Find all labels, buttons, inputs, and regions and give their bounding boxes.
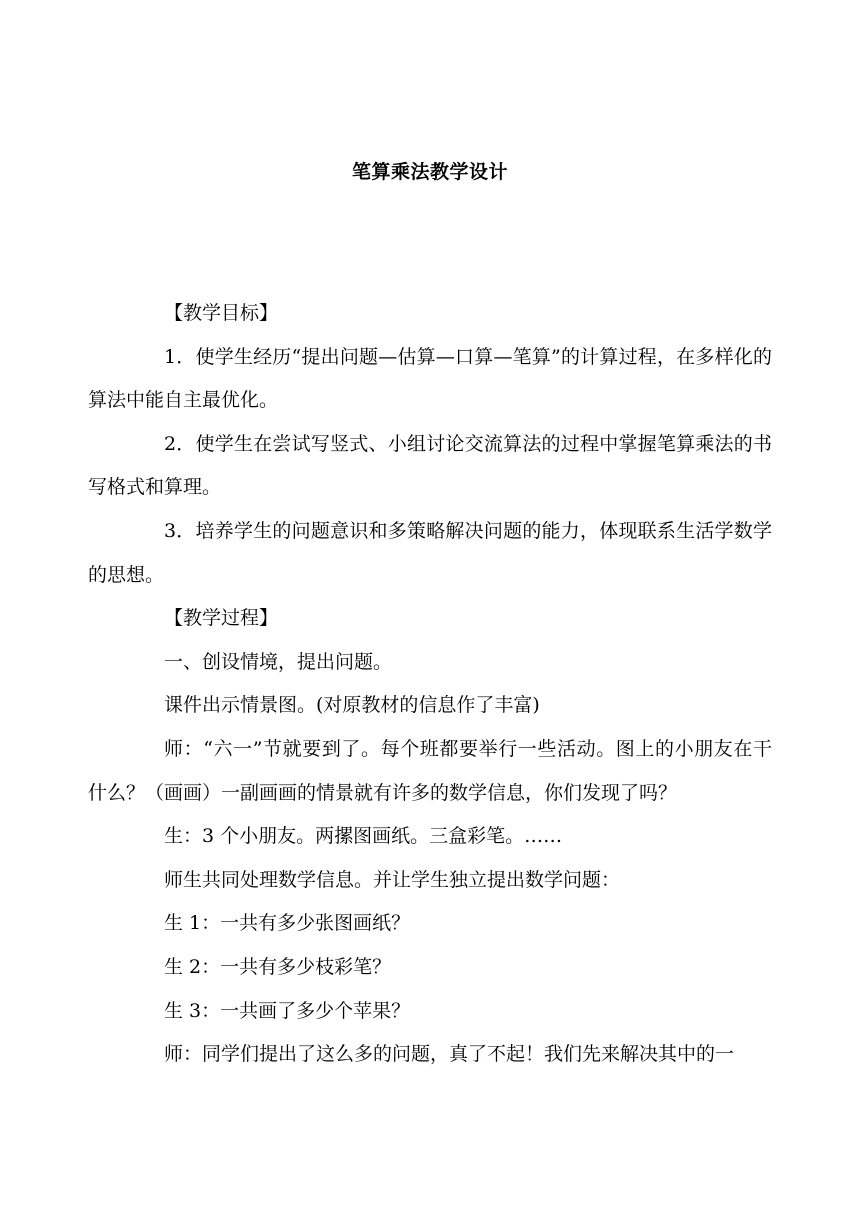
section-heading-objectives: 【教学目标】 [164, 302, 279, 324]
dialogue-paragraph: 生 2：一共有多少枝彩笔？ [164, 955, 392, 978]
document-title: 笔算乘法教学设计 [351, 161, 508, 183]
body-paragraph: 课件出示情景图。(对原教材的信息作了丰富) [164, 694, 540, 717]
objective-item: 2．使学生在尝试写竖式、小组讨论交流算法的过程中掌握笔算乘法的书写格式和算理。 [88, 432, 772, 499]
document-body [88, 292, 772, 1077]
dialogue-paragraph: 师：“六一”节就要到了。每个班都要举行一些活动。图上的小朋友在干什么？（画画）一副画画的情景就有许多的数学信息，你们发现了吗？ [88, 737, 772, 804]
section-heading-process: 【教学过程】 [164, 607, 279, 630]
objective-item: 3．培养学生的问题意识和多策略解决问题的能力，体现联系生活学数学的思想。 [88, 519, 772, 586]
body-paragraph: 师生共同处理数学信息。并让学生独立提出数学问题： [164, 868, 621, 891]
dialogue-paragraph: 生：3 个小朋友。两摞图画纸。三盒彩笔。…… [164, 825, 563, 848]
dialogue-paragraph: 生 3：一共画了多少个苹果？ [164, 999, 411, 1022]
dialogue-paragraph: 师：同学们提出了这么多的问题，真了不起！我们先来解决其中的一 [164, 1043, 735, 1066]
objective-item: 1．使学生经历“提出问题—估算—口算—笔算”的计算过程，在多样化的算法中能自主最优化。 [88, 345, 772, 412]
dialogue-paragraph: 生 1：一共有多少张图画纸？ [164, 912, 411, 935]
process-step-heading: 一、创设情境，提出问题。 [164, 650, 393, 673]
